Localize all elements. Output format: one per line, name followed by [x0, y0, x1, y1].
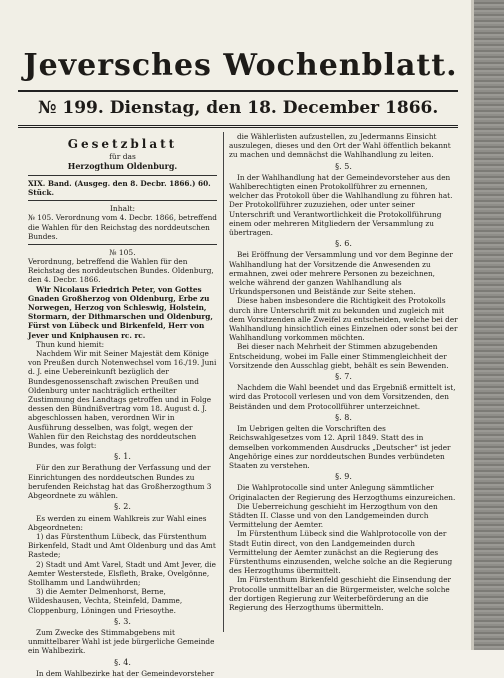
- section-6-text-2: Diese haben insbesondere die Richtigkeit des Protokolls durch ihre Unterschrift mit zu bekunden und zugleich mit dem Vorsitzenden alle Zweifel zu entscheiden, welche bei der Wahlhandlung hinsichtlich eines Einzelnen oder sonst bei der Wahlhandlung vorkommen möchten.: [229, 296, 458, 343]
- section-9: §. 9.: [335, 472, 352, 482]
- section-6-text: Bei Eröffnung der Versammlung und vor dem Beginne der Wahlhandlung hat der Vorsitzende die Anwesenden zu ermahnen, zwei oder mehrere Personen zu bezeichnen, welche während der ganzen Wahlhandlung als Urkundspersonen und Beistände zur Seite stehen.: [229, 250, 453, 297]
- section-3-text: Zum Zwecke des Stimmabgebens mit unmittelbarer Wahl ist jede bürgerliche Gemeinde ein Wahlbezirk.: [28, 627, 215, 656]
- gazette-rule: [28, 175, 217, 176]
- right-top-text: die Wählerlisten aufzustellen, zu Jedermanns Einsicht auszulegen, dieses und den Ort der Wahl öffentlich bekannt zu machen und demnächst die Wahlhandlung zu leiten.: [229, 132, 451, 160]
- section-1-text: Für den zur Berathung der Verfassung und der Einrichtungen des norddeutschen Bundes zu berufenden Reichstag hat das Großherzogthum 3 Abgeordnete zu wählen.: [28, 463, 212, 501]
- band-line: XIX. Band. (Ausgeg. den 8. Decbr. 1866.) 60. Stück.: [28, 179, 211, 198]
- section-8: §. 8.: [335, 412, 352, 422]
- section-1: §. 1.: [114, 452, 131, 462]
- section-9-text-2: Die Ueberreichung geschieht im Herzogthum von den Städten II. Classe und von den Landgemeinden durch Vermittelung der Aemter.: [229, 501, 438, 530]
- section-5-text: In der Wahlhandlung hat der Gemeindevorsteher aus den Wahlberechtigten einen Protokollführer zu ernennen, welcher das Protokoll über die Wahlhandlung zu führen hat. Der Protokollführer zuzuziehen, oder unter seiner Unterschrift und Verantwortlichkeit die Protokollführung einem oder mehreren Mitgliedern der Versammlung zu übertragen.: [229, 172, 453, 238]
- gazette-title: Gesetzblatt: [67, 137, 178, 151]
- intro-text: Wir Nicolaus Friedrich Peter, von Gottes Gnaden Großherzog von Oldenburg, Erbe zu Norwegen, Herzog von Schleswig, Holstein, Stormarn, der Dithmarschen und Oldenburg, Fürst von Lübeck und Birkenfeld, Herr von Jever und Kniphausen rc. rc.: [28, 284, 213, 340]
- issue-line: [38, 98, 438, 118]
- book-spine: [474, 0, 504, 650]
- section-7: §. 7.: [335, 372, 352, 382]
- inhalt-text: № 105. Verordnung vom 4. Decbr. 1866, betreffend die Wahlen für den Reichstag des norddeutschen Bundes.: [28, 213, 217, 241]
- section-2-text: Es werden zu einem Wahlkreis zur Wahl eines Abgeordneten:: [28, 513, 207, 532]
- issue-date: Dienstag, den 18. December 1866.: [109, 98, 439, 118]
- inhalt-rule: [28, 244, 217, 245]
- section-2: §. 2.: [114, 502, 131, 512]
- gazette-subtitle-2: Herzogthum Oldenburg.: [67, 161, 178, 171]
- preamble-text: Nachdem Wir mit Seiner Majestät dem Könige von Preußen durch Notenwechsel vom 16./19. Juni d. J. eine Uebereinkunft bezüglich der Bundesgenossenschaft zwischen Preußen und Oldenburg unter nachträglich ertheilter Zustimmung des Landtags getroffen und in Folge dessen den Bündnißvertrag vom 18. August d. J. abgeschlossen haben, verordnen Wir in Ausführung desselben, was folgt, wegen der Wahlen für den Reichstag des norddeutschen Bundes, was folgt:: [28, 349, 217, 451]
- section-3: §. 3.: [114, 616, 131, 626]
- section-6-text-3: Bei dieser nach Mehrheit der Stimmen abzugebenden Entscheidung, wobei im Falle einer Stimmengleichheit der Vorsitzende den Ausschlag giebt, behält es sein Bewenden.: [229, 342, 449, 370]
- issue-number: № 199.: [38, 98, 104, 118]
- section-4: §. 4.: [114, 657, 131, 667]
- inhalt-title: Inhalt:: [109, 204, 136, 214]
- section-2-item-2: 2) Stadt und Amt Varel, Stadt und Amt Jever, die Aemter Westerstede, Elsfleth, Brake, Ovelgönne, Stollhamm und Landwührden;: [28, 559, 216, 587]
- section-2-item-1: 1) das Fürstenthum Lübeck, das Fürstenthum Birkenfeld, Stadt und Amt Oldenburg und das Amt Rastede;: [28, 531, 216, 560]
- gazette-subtitle-1: für das: [109, 152, 136, 161]
- section-9-text: Die Wahlprotocolle sind unter Anlegung sämmtlicher Originalacten der Regierung des Herzogthums einzureichen.: [229, 483, 456, 502]
- right-column: [229, 132, 458, 612]
- band-rule: [28, 200, 217, 201]
- left-column: [28, 132, 217, 678]
- masthead-rule: [18, 90, 458, 92]
- section-9-text-3: Im Fürstenthum Lübeck sind die Wahlprotocolle von der Stadt Eutin direct, von den Landgemeinden durch Vermittelung der Aemter zunächst an die Regierung des Fürstenthums einzusenden, welche solche an die Regierung des Herzogthums übermittelt.: [229, 529, 453, 576]
- section-8-text: Im Uebrigen gelten die Vorschriften des Reichswahlgesetzes vom 12. April 1849. Statt des in demselben vorkommenden Ausdrucks „Deutscher“ ist jeder Angehörige eines zur norddeutschen Bundes verbündeten Staaten zu verstehen.: [229, 424, 451, 470]
- section-9-text-4: Im Fürstenthum Birkenfeld geschieht die Einsendung der Protocolle unmittelbar an die Bürgermeister, welche solche der dortigen Regierung zur Weiterbeförderung an die Regierung des Herzogthums übermitteln.: [229, 575, 452, 612]
- fuegen-text: Thun kund hiemit:: [36, 339, 105, 349]
- section-7-text: Nachdem die Wahl beendet und das Ergebniß ermittelt ist, wird das Protocoll verlesen und von dem Vorsitzenden, den Beiständen und dem Protocollführer unterzeichnet.: [229, 383, 456, 411]
- section-2-item-3: 3) die Aemter Delmenhorst, Berne, Wildeshausen, Vechta, Steinfeld, Damme, Cloppenburg, Löningen und Friesoythe.: [28, 587, 183, 615]
- section-6: §. 6.: [335, 239, 352, 249]
- issue-rule: [18, 125, 458, 128]
- no-105: № 105.: [109, 248, 136, 258]
- section-5: §. 5.: [335, 161, 352, 171]
- verordnung-heading: Verordnung, betreffend die Wahlen für den Reichstag des norddeutschen Bundes. Oldenburg, den 4. Decbr. 1866.: [28, 257, 214, 285]
- column-divider: [223, 132, 224, 632]
- masthead: Jeversches Wochenblatt.: [23, 48, 458, 83]
- section-4-text: In dem Wahlbezirke hat der Gemeindevorsteher: [36, 668, 215, 678]
